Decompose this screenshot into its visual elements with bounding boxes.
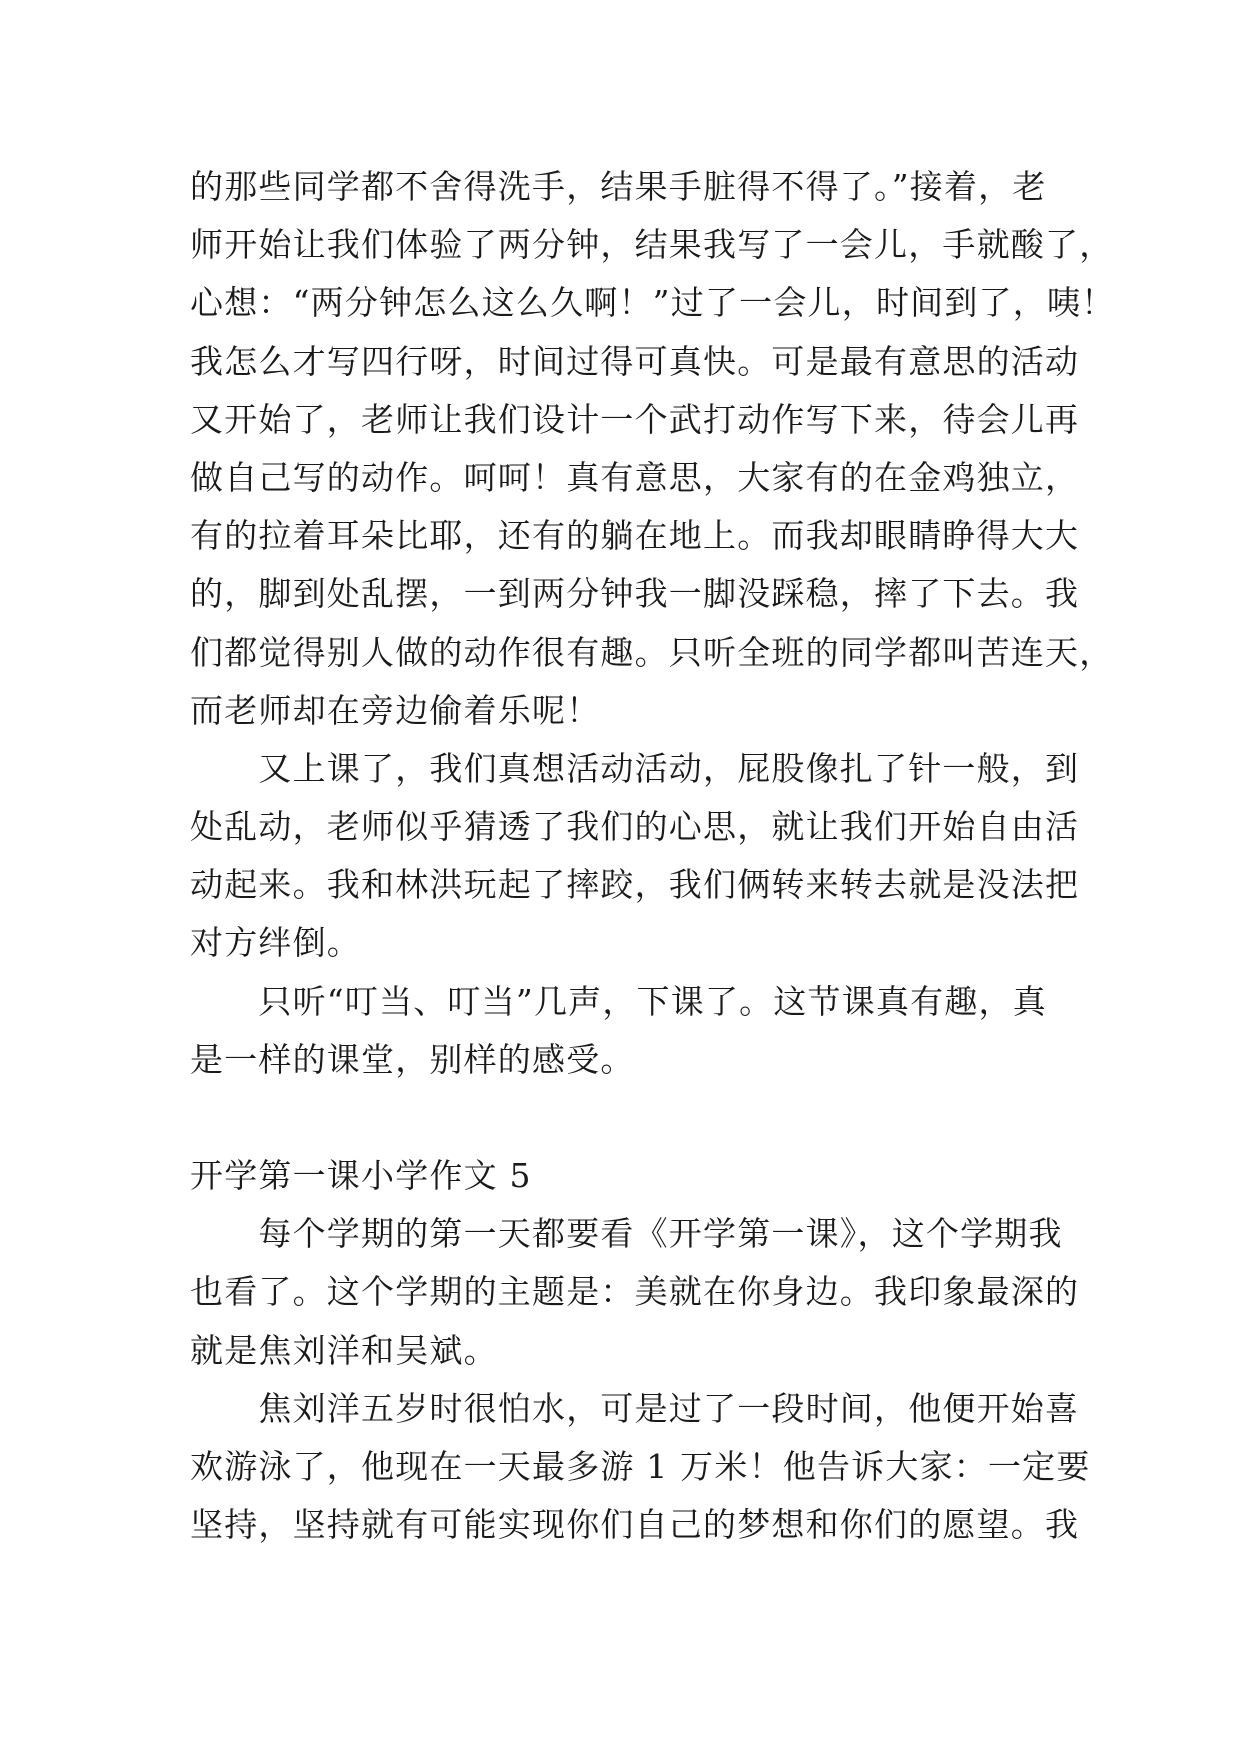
text-line: 坚持，坚持就有可能实现你们自己的梦想和你们的愿望。我 [190,1505,1080,1545]
text-line: 是一样的课堂，别样的感受。 [190,1039,635,1079]
paragraph-5 [190,1380,1091,1555]
paragraph-4 [190,1205,1080,1380]
text-line: 每个学期的第一天都要看《开学第一课》，这个学期我 [190,1214,1063,1254]
text-line: 又上课了，我们真想活动活动，屁股像扎了针一般，到 [190,748,1080,788]
text-line: 做自己写的动作。呵呵！真有意思，大家有的在金鸡独立， [190,457,1080,497]
text-line: 的那些同学都不舍得洗手，结果手脏得不得了。”接着，老 [190,167,1047,206]
text-line: 处乱动，老师似乎猜透了我们的心思，就让我们开始自由活 [190,807,1080,847]
document-body [190,158,1116,1554]
paragraph-3 [190,973,1050,1089]
text-line: 只听“叮当、叮当”几声，下课了。这节课真有趣，真 [190,981,1047,1021]
text-line: 欢游泳了，他现在一天最多游 1 万米！他告诉大家：一定要 [190,1446,1091,1486]
text-line: 我怎么才写四行呀，时间过得可真快。可是最有意思的活动 [190,341,1080,381]
text-line: 心想：“两分钟怎么这么久啊！”过了一会儿，时间到了，咦！ [190,283,1116,323]
text-line: 动起来。我和林洪玩起了摔跤，我们俩转来转去就是没法把 [190,865,1080,905]
text-line: 们都觉得别人做的动作很有趣。只听全班的同学都叫苦连天， [190,632,1114,672]
text-line: 对方绊倒。 [190,923,361,963]
text-line: 也看了。这个学期的主题是：美就在你身边。我印象最深的 [190,1272,1080,1312]
paragraph-continued [190,158,1116,740]
text-line: 而老师却在旁边偷着乐呢！ [190,690,601,730]
text-line: 就是焦刘洋和吴斌。 [190,1330,498,1370]
text-line: 又开始了，老师让我们设计一个武打动作写下来，待会儿再 [190,399,1080,439]
text-line: 有的拉着耳朵比耶，还有的躺在地上。而我却眼睛睁得大大 [190,516,1080,556]
section-heading: 开学第一课小学作文 5 [190,1156,532,1195]
text-line: 师开始让我们体验了两分钟，结果我写了一会儿，手就酸了， [190,225,1114,265]
text-line: 的，脚到处乱摆，一到两分钟我一脚没踩稳，摔了下去。我 [190,574,1080,614]
text-line: 焦刘洋五岁时很怕水，可是过了一段时间，他便开始喜 [190,1388,1080,1428]
paragraph-2 [190,740,1080,973]
